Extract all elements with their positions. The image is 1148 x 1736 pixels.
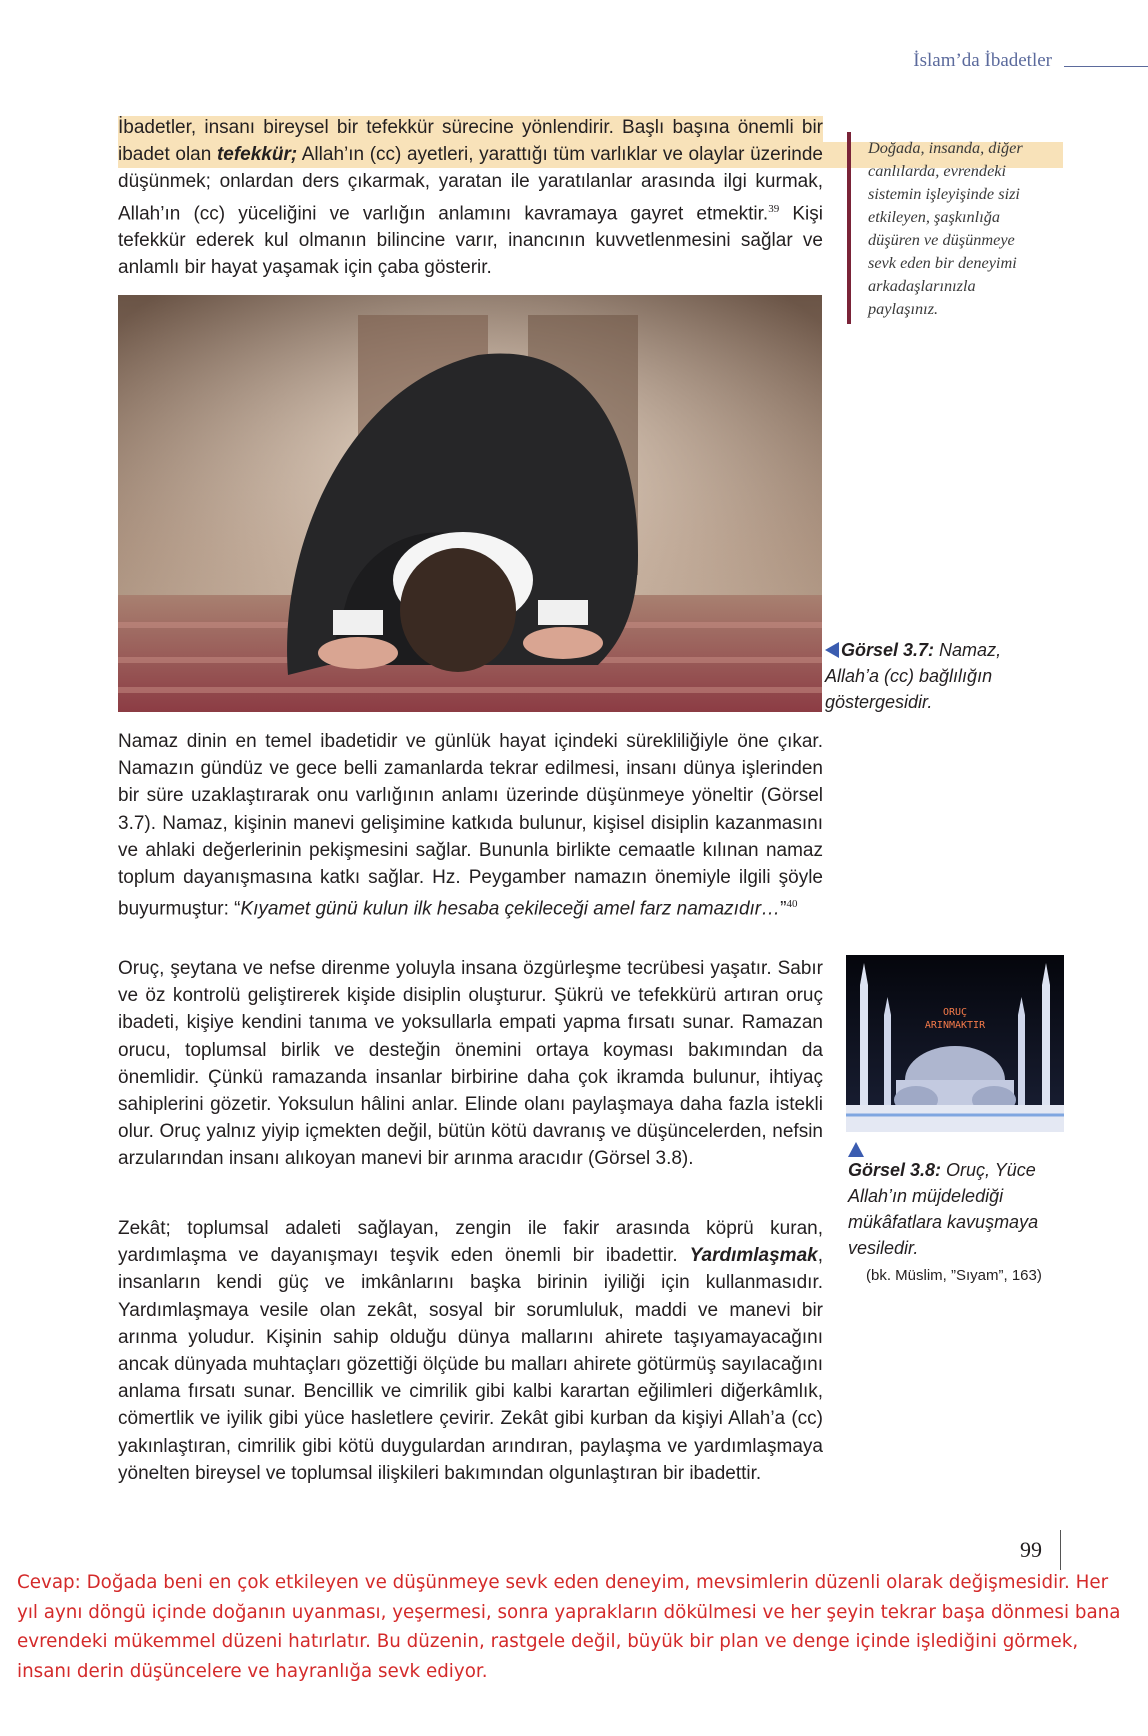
- p4-text-c: , insanların kendi güç ve imkânlarını başka birinin iyiliği için kullanmasıdır. Yardımlaşmaya vesile olan zekât, sosyal bir sorumluluk, maddi ve manevi bir arınma yoludur. Kişinin sahip olduğu dünya mallarını ahirete taşıyamayacağını ancak dünyada muhtaçları gözettiği ölçüde bu malları ahirete götürmüş sayılacağını anlama fırsatı sunar. Bencillik ve cimrilik gibi kalbi karartan eğilimleri diğerkâmlık, cömertlik ve iyilik gibi yüce hasletlere çevirir. Zekât gibi kurban da kişiyi Allah’a (cc) yakınlaştıran, cimrilik gibi kötü duygulardan arındıran, paylaşma ve yardımlaşmaya yönelten bireysel ve toplumsal ilişkileri bakımından olgunlaştıran bir ibadettir.: [118, 1245, 823, 1484]
- paragraph-zekat: [118, 1215, 823, 1487]
- caption-gorsel-3-7: [825, 637, 1065, 715]
- p1-term-tefekkur: tefekkür;: [216, 144, 298, 166]
- page-number-rule: [1060, 1530, 1061, 1570]
- header-title: İslam’da İbadetler: [913, 50, 1052, 71]
- p1-text-c: Allah’ın (cc) ayetleri, yarattığı tüm varlıklar ve olaylar üzerinde düşünmek; onlardan ders çıkarmak, yaratan ile yaratılanlar arasında ilgi kurmak, Allah’ın (cc) yüceliğini ve varlığın anlamını kavramaya gayret etmektir.: [118, 144, 823, 224]
- caption-arrow-left-icon: [825, 642, 839, 658]
- caption-3-7-rest: Allah’a (cc) bağlılığın göstergesidir.: [825, 666, 993, 712]
- caption-3-7-line1: Namaz,: [934, 640, 1002, 660]
- paragraph-namaz: [118, 728, 823, 923]
- mosque-photo: [846, 955, 1064, 1132]
- prayer-illustration: [118, 295, 822, 712]
- caption-arrow-up-icon: [848, 1142, 864, 1157]
- p2-text-a: Namaz dinin en temel ibadetidir ve günlük hayat içindeki sürekliliğiyle öne çıkar. Namazın gündüz ve gece belli zamanlarda tekrar edilmesi, insanı dünya işlerinden bir süre uzaklaştırarak onu varlığının anlamı üzerinde düşünmeye yöneltir (Görsel 3.7). Namaz, kişinin manevi gelişimine katkıda bulunur, kişisel disiplin kazanmasını ve ahlaki değerlerinin pekişmesini sağlar. Bununla birlikte cemaatle kılınan namaz toplum dayanışmasına katkı sağlar. Hz. Peygamber namazın önemiyle ilgili şöyle buyurmuştur: “: [118, 731, 823, 920]
- answer-text: Cevap: Doğada beni en çok etkileyen ve düşünmeye sevk eden deneyim, mevsimlerin düzenli olarak değişmesidir. Her yıl aynı döngü içinde doğanın uyanması, yeşermesi, sonra yaprakların dökülmesi ve her şeyin tekrar başa dönmesi bana evrendeki mükemmel düzeni hatırlatır. Bu düzenin, rastgele değil, büyük bir plan ve denge içinde işlediğini görmek, insanı derin düşüncelere ve hayranlığa sevk ediyor.: [17, 1572, 1121, 1682]
- caption-3-8-label: Görsel 3.8:: [848, 1160, 942, 1180]
- p1-text-a: İbadetler, insanı bireysel bir tefekkür sürecine yönlendirir. Başlı başına önemli bir ibadet olan: [118, 117, 823, 166]
- p4-text-a: Zekât; toplumsal adaleti sağlayan, zengin ile fakir arasında köprü kuran, yardımlaşma ve dayanışmayı teşvik eden önemli bir ibadettir.: [118, 1218, 823, 1267]
- header-rule: [1064, 66, 1148, 67]
- sidebox-text: Doğada, insanda, diğer canlılarda, evrendeki sistemin işleyişinde sizi etkileyen, şaşkınlığa düşüren ve düşünmeye sevk eden bir deneyimi arkadaşlarınızla paylaşınız.: [868, 138, 1023, 318]
- caption-gorsel-3-8: [848, 1157, 1073, 1261]
- mosque-sign-line2: ARINMAKTIR: [924, 1020, 986, 1031]
- paragraph-tefekkur: [118, 114, 823, 282]
- prayer-photo: [118, 295, 822, 712]
- p2-text-b: ”: [780, 898, 787, 920]
- hadith-quote: Kıyamet günü kulun ilk hesaba çekileceği amel farz namazıdır…: [240, 898, 781, 920]
- p4-term-yardimlasmak: Yardımlaşmak: [689, 1245, 818, 1267]
- mosque-sign-line1: ORUÇ: [942, 1007, 968, 1018]
- caption-reference: (bk. Müslim, ”Sıyam”, 163): [866, 1267, 1042, 1284]
- mosque-illustration: [846, 955, 1064, 1132]
- page-number: 99: [1020, 1537, 1042, 1562]
- footnote-40: 40: [786, 898, 798, 911]
- sidebox-question: [847, 132, 1051, 324]
- running-header: [848, 46, 1148, 76]
- footnote-39: 39: [768, 202, 780, 215]
- caption-3-7-label: Görsel 3.7:: [841, 640, 935, 660]
- caption-3-8-text: Oruç, Yüce Allah’ın müjdelediği mükâfatlara kavuşmaya vesiledir.: [848, 1160, 1039, 1258]
- paragraph-oruc: Oruç, şeytana ve nefse direnme yoluyla insana özgürleşme tecrübesi yaşatır. Sabır ve öz kontrolü geliştirerek kişide disiplin oluşturur. Şükrü ve tefekkürü artıran oruç ibadeti, kişiye kendini tanıma ve yoksullarla empati yapma fırsatı sunar. Ramazan orucu, toplumsal birlik ve desteğin önemini ortaya koyması bakımından da önemlidir. Çünkü ramazanda insanlar birbirine daha çok ikramda bulunur, ihtiyaç sahiplerini gözetir. Yoksulun hâlini anlar. Elinde olanı paylaşmaya daha fazla istekli olur. Oruç yalnız yiyip içmekten değil, bütün kötü davranış ve düşüncelerden, nefsin arzularından insanı alıkoyan manevi bir arınma aracıdır (Görsel 3.8).: [118, 958, 823, 1170]
- p1-text-d: Kişi tefekkür ederek kul olmanın bilincine varır, inancının kuvvetlenmesini sağlar ve anlamlı bir hayat yaşamak için çaba gösterir.: [118, 202, 823, 279]
